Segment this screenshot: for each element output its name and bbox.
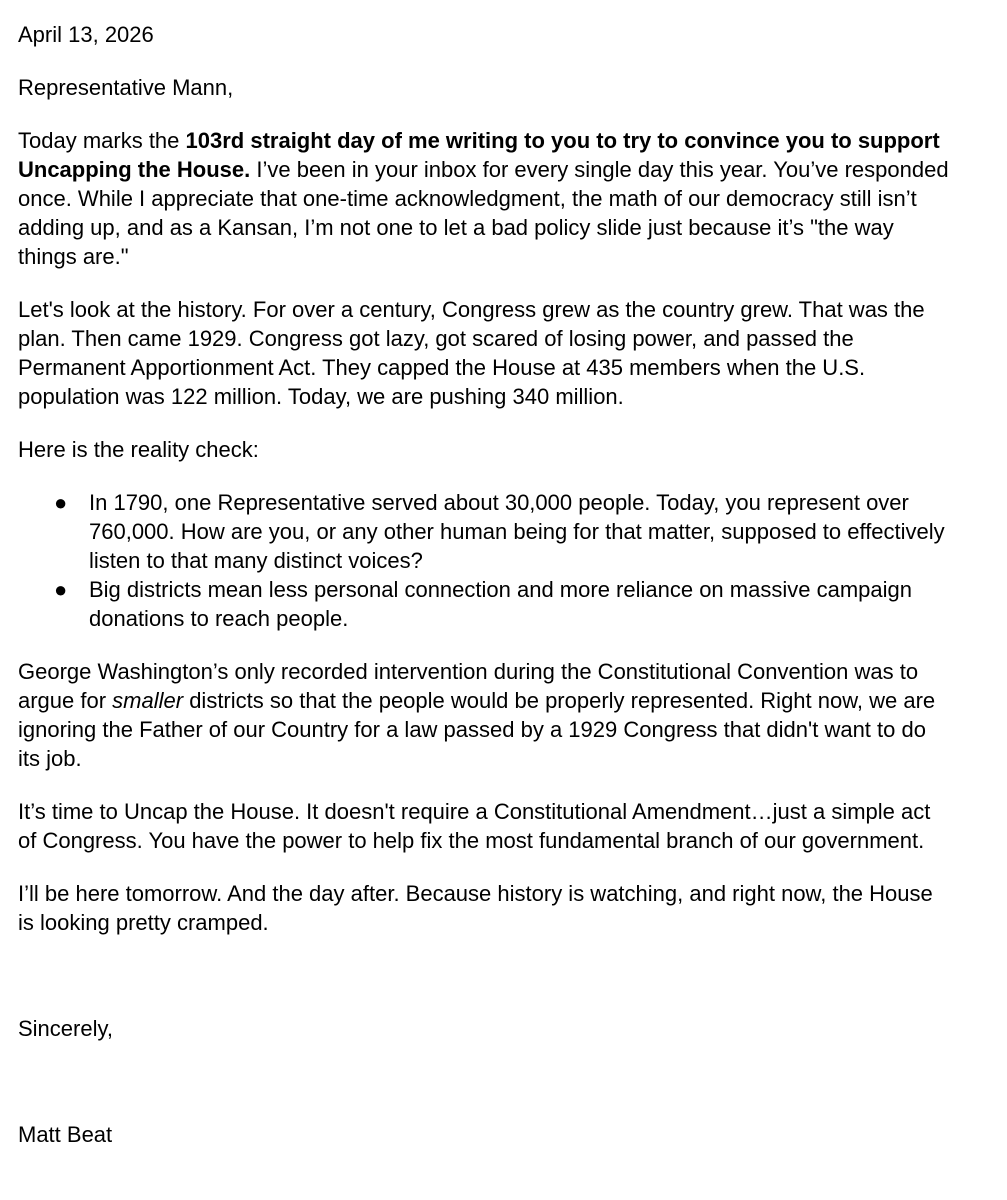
list-item <box>18 575 953 633</box>
washington-before: George Washington’s only recorded intervention during the Constitutional Convention was to argue for <box>18 659 919 713</box>
spacer <box>18 464 953 488</box>
spacer <box>18 937 953 1014</box>
washington-paragraph <box>18 657 953 773</box>
intro-lead: Today marks the <box>18 128 186 153</box>
reality-intro: Here is the reality check: <box>18 437 259 462</box>
intro-paragraph <box>18 126 953 271</box>
bullet-icon: ● <box>54 577 68 602</box>
reality-list <box>18 488 953 633</box>
spacer <box>18 773 953 797</box>
intro-bold: 103rd straight day of me writing to you to try to convince you to support Uncapping the House. <box>18 128 940 182</box>
spacer <box>18 633 953 657</box>
history-paragraph: Let's look at the history. For over a century, Congress grew as the country grew. That was the plan. Then came 1929. Congress got lazy, got scared of losing power, and passed the Permanent Apportionment Act. They capped the House at 435 members when the U.S. population was 122 million. Today, we are pushing 340 million. <box>18 297 925 409</box>
washington-after: districts so that the people would be properly represented. Right now, we are ignoring the Father of our Country for a law passed by a 1929 Congress that didn't want to do its job. <box>18 688 936 771</box>
spacer <box>18 49 953 73</box>
letter-date: April 13, 2026 <box>18 22 154 47</box>
list-item <box>18 488 953 575</box>
list-item-text: In 1790, one Representative served about 30,000 people. Today, you represent over 760,000. How are you, or any other human being for that matter, supposed to effectively listen to that many distinct voices? <box>89 490 945 573</box>
spacer <box>18 1043 953 1120</box>
washington-italic: smaller <box>112 688 184 713</box>
list-item-text: Big districts mean less personal connection and more reliance on massive campaign donations to reach people. <box>89 577 912 631</box>
closing-paragraph: I’ll be here tomorrow. And the day after. Because history is watching, and right now, the House is looking pretty cramped. <box>18 881 933 935</box>
spacer <box>18 855 953 879</box>
bullet-icon: ● <box>54 490 68 515</box>
salutation: Representative Mann, <box>18 75 234 100</box>
signature: Matt Beat <box>18 1122 113 1147</box>
uncap-paragraph: It’s time to Uncap the House. It doesn't require a Constitutional Amendment…just a simple act of Congress. You have the power to help fix the most fundamental branch of our government. <box>18 799 931 853</box>
spacer <box>18 102 953 126</box>
spacer <box>18 411 953 435</box>
spacer <box>18 271 953 295</box>
letter-body <box>18 20 953 1149</box>
signoff: Sincerely, <box>18 1016 113 1041</box>
intro-rest: I’ve been in your inbox for every single day this year. You’ve responded once. While I appreciate that one-time acknowledgment, the math of our democracy still isn’t adding up, and as a Kansan, I’m not one to let a bad policy slide just because it’s "the way things are." <box>18 157 949 269</box>
